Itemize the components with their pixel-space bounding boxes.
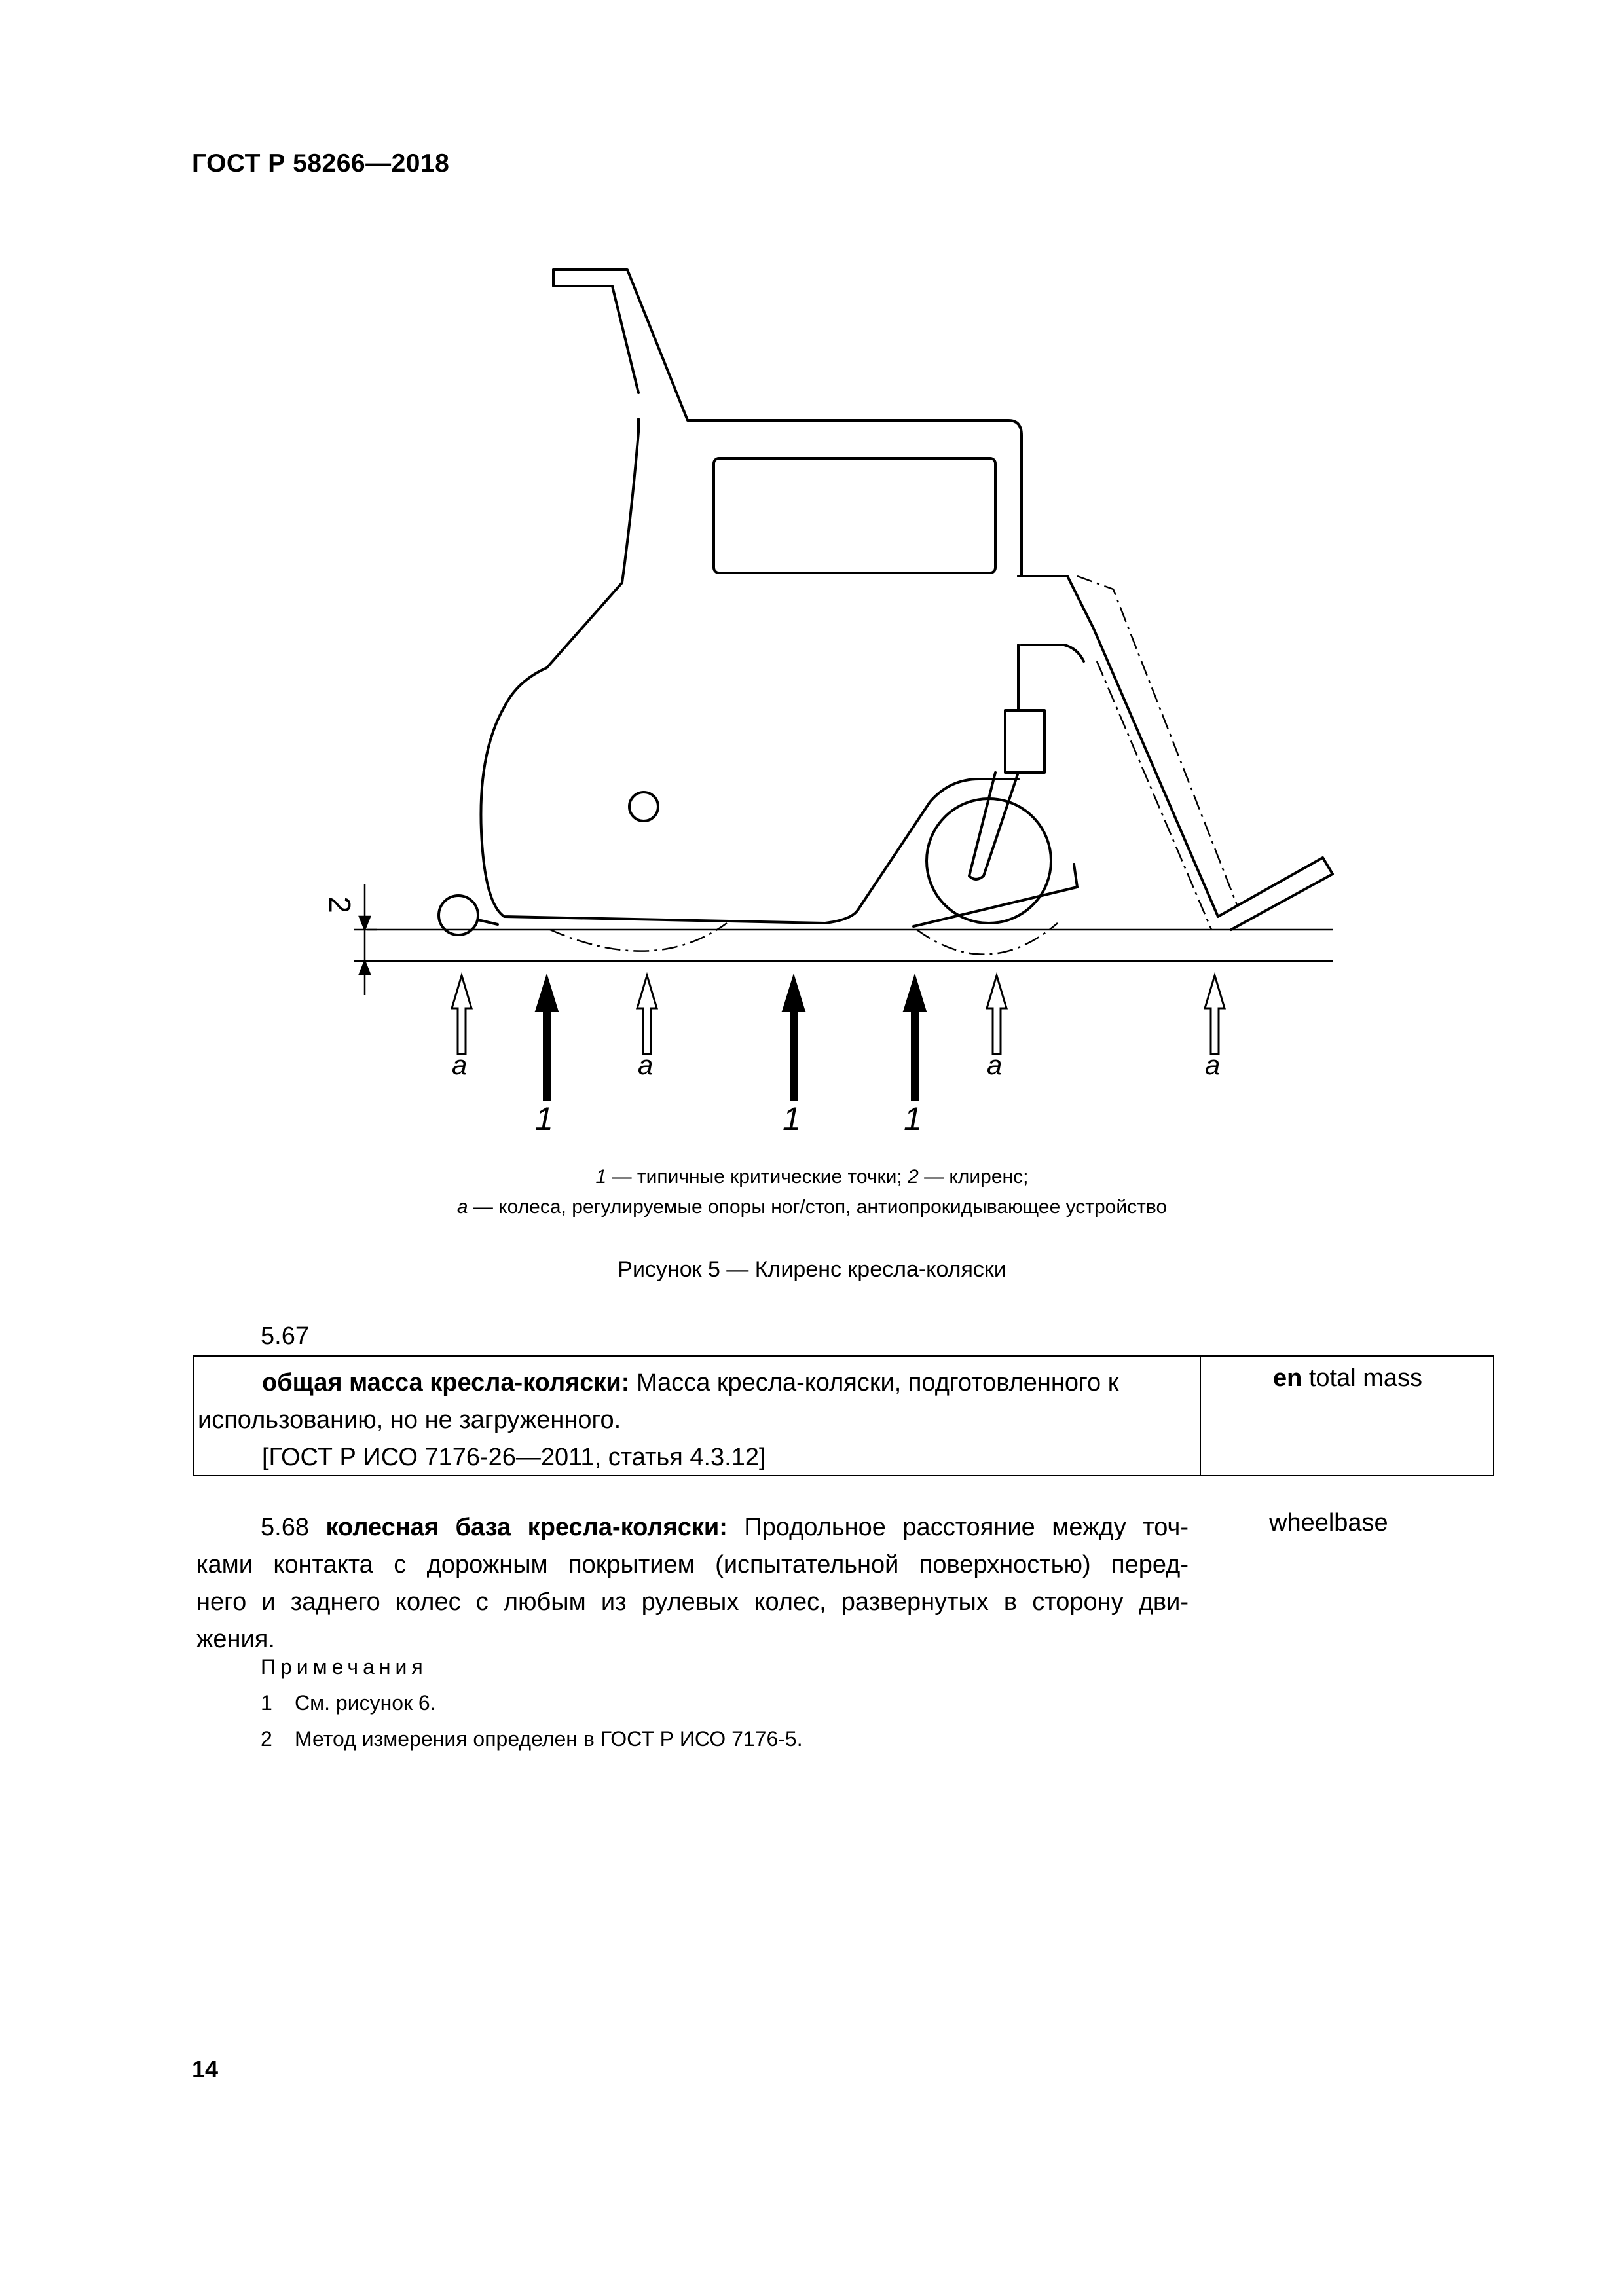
label-2: 2: [322, 896, 357, 913]
label-1-b: 1: [783, 1101, 801, 1137]
label-1-c: 1: [904, 1101, 922, 1137]
page-number: 14: [192, 2056, 219, 2083]
term-title: общая масса кресла-коляски:: [262, 1369, 630, 1396]
figure-legend: [0, 1162, 1624, 1222]
english-equivalent: en total mass: [1272, 1364, 1423, 1392]
legend-line-2: а — колеса, регулируемые опоры ног/стоп, антиопрокидывающее устройство: [456, 1196, 1168, 1218]
document-header: ГОСТ Р 58266—2018: [192, 149, 450, 177]
backrest-frame: [553, 270, 1022, 576]
label-a-3: a: [987, 1049, 1003, 1080]
body-frame: [481, 419, 1018, 923]
caster-stem: [969, 773, 1018, 879]
caster-fork: [1005, 710, 1044, 773]
note-2: 2 Метод измерения определен в ГОСТ Р ИСО 7176-5.: [261, 1727, 803, 1751]
legrest: [1018, 576, 1333, 930]
solid-arrows: [536, 975, 926, 1100]
handle: [553, 270, 638, 393]
figure-caption: Рисунок 5 — Клиренс кресла-коляски: [618, 1257, 1006, 1282]
label-a-2: a: [638, 1049, 654, 1080]
notes-title: Примечания: [261, 1655, 428, 1679]
entry-number-5-67: 5.67: [261, 1322, 309, 1350]
seat-panel: [714, 458, 995, 573]
term-source: [ГОСТ Р ИСО 7176-26—2011, статья 4.3.12]: [262, 1444, 766, 1471]
note-1: 1 См. рисунок 6.: [261, 1691, 436, 1715]
label-1-a: 1: [535, 1101, 553, 1137]
rear-hub: [629, 792, 658, 821]
label-a-1: a: [452, 1049, 468, 1080]
hollow-arrows: [452, 975, 1225, 1054]
entry-5-68: 5.68 колесная база кресла-коляски: Продольное расстояние между точ- ками контакта с дорожным покрытием (испытательной поверхностью) перед- него и заднего колес с любым из рулевых колес, развернутых в сторону дви- жения.: [196, 1514, 1189, 1653]
english-equivalent-5-68: wheelbase: [1269, 1509, 1388, 1537]
label-a-4: a: [1205, 1049, 1221, 1080]
legend-line-1: 1 — типичные критические точки; 2 — клиренс;: [595, 1166, 1029, 1188]
term-definition: общая масса кресла-коляски: Масса кресла-коляски, подготовленного к использованию, но не загруженного. [ГОСТ Р ИСО 7176-26—2011, статья 4.3.12]: [194, 1364, 1189, 1476]
term-box-5-67: [193, 1355, 1494, 1476]
